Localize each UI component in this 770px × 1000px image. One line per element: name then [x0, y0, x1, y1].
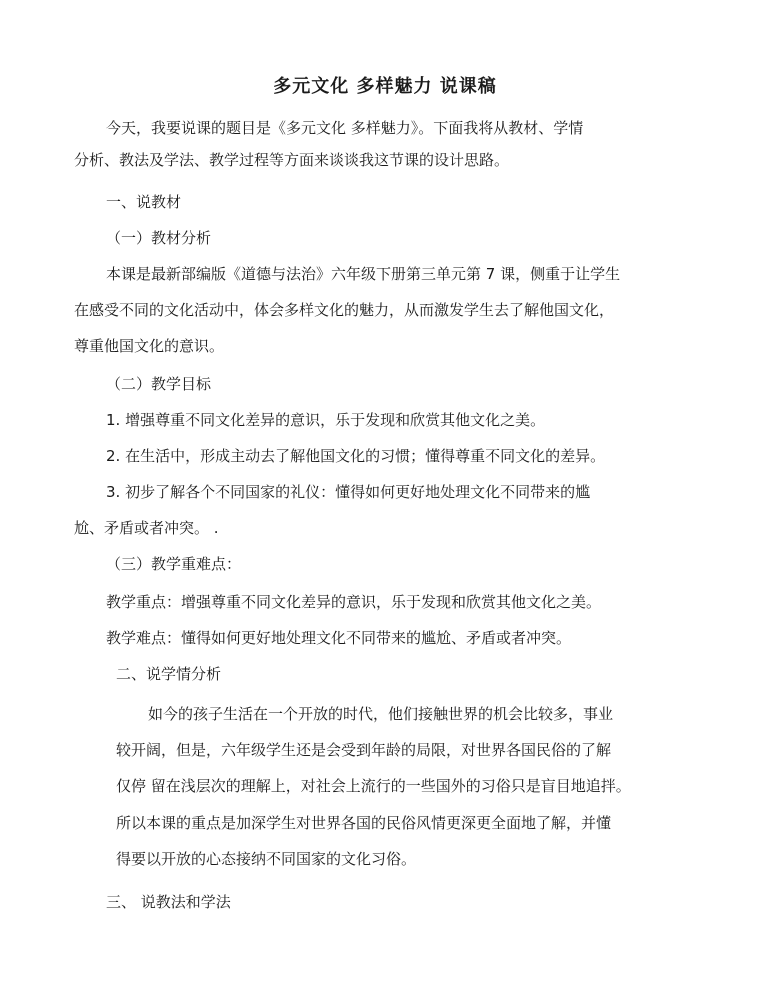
student-analysis-line-3: 仅停 留在浅层次的理解上，对社会上流行的一些国外的习俗只是盲目地追拌。: [116, 777, 631, 795]
student-analysis-line-1: 如今的孩子生活在一个开放的时代，他们接触世界的机会比较多，事业: [148, 705, 614, 723]
section-heading-student-analysis: 二、说学情分析: [116, 665, 222, 683]
key-point-text: 教学重点：增强尊重不同文化差异的意识，乐于发现和欣赏其他文化之美。: [106, 593, 602, 611]
difficult-point-text: 教学难点：懂得如何更好地处理文化不同带来的尴尬、矛盾或者冲突。: [106, 629, 572, 647]
material-analysis-line-1: 本课是最新部编版《道德与法治》六年级下册第三单元第 7 课，侧重于让学生: [106, 265, 621, 283]
material-analysis-line-3: 尊重他国文化的意识。: [74, 337, 225, 355]
goal-item-3: 3. 初步了解各个不同国家的礼仪：懂得如何更好地处理文化不同带来的尴: [106, 483, 591, 501]
student-analysis-line-2: 较开阔，但是，六年级学生还是会受到年龄的局限，对世界各国民俗的了解: [116, 741, 612, 759]
intro-line-1: 今天，我要说课的题目是《多元文化 多样魅力》。下面我将从教材、学情: [106, 119, 584, 137]
goal-item-2: 2. 在生活中，形成主动去了解他国文化的习惯；懂得尊重不同文化的差异。: [106, 447, 606, 465]
document-title: 多元文化 多样魅力 说课稿: [273, 76, 497, 97]
section-heading-methods: 三、 说教法和学法: [106, 893, 231, 911]
goal-item-1: 1. 增强尊重不同文化差异的意识，乐于发现和欣赏其他文化之美。: [106, 411, 546, 429]
intro-line-2: 分析、教法及学法、教学过程等方面来谈谈我这节课的设计思路。: [74, 151, 510, 169]
student-analysis-line-5: 得要以开放的心态接纳不同国家的文化习俗。: [116, 850, 417, 868]
goal-item-3-continued: 尬、矛盾或者冲突。 .: [74, 519, 219, 537]
subheading-material-analysis: （一）教材分析: [106, 229, 212, 247]
subheading-teaching-goals: （二）教学目标: [106, 375, 212, 393]
student-analysis-line-4: 所以本课的重点是加深学生对世界各国的民俗风情更深更全面地了解，并懂: [116, 814, 612, 832]
subheading-key-difficult-points: （三）教学重难点：: [106, 555, 242, 573]
section-heading-teaching-material: 一、说教材: [106, 193, 182, 211]
material-analysis-line-2: 在感受不同的文化活动中，体会多样文化的魅力，从而激发学生去了解他国文化，: [74, 301, 615, 319]
